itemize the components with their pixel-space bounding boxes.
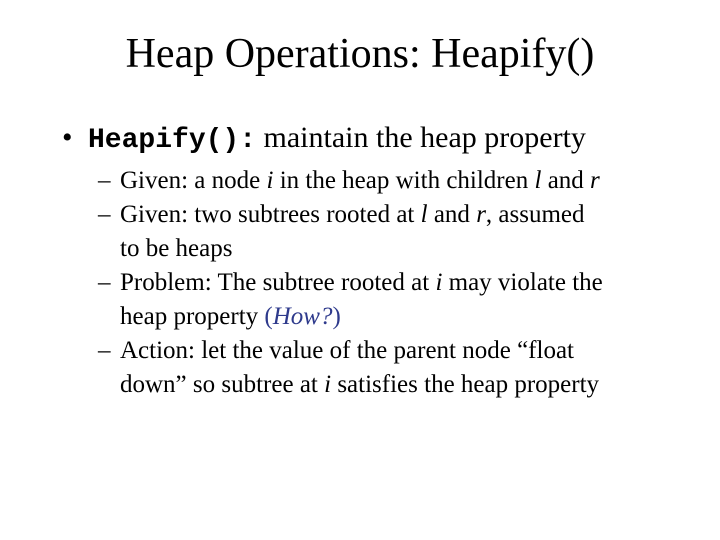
sub-bullet-line: Action: let the value of the parent node “float bbox=[120, 337, 574, 364]
heapify-code: Heapify(): bbox=[88, 125, 257, 156]
sub-bullet-action bbox=[98, 334, 698, 402]
sub-bullet-continuation: to be heaps bbox=[120, 235, 233, 262]
sub-bullet-continuation: down” so subtree at i satisfies the heap property bbox=[120, 371, 600, 398]
how-paren-open: ( bbox=[264, 303, 273, 330]
how-paren-close: ) bbox=[332, 303, 341, 330]
dash-marker: – bbox=[98, 337, 111, 364]
how-question: How? bbox=[272, 303, 333, 330]
bullet-marker: • bbox=[62, 121, 73, 154]
sub-bullet-line: Problem: The subtree rooted at i may violate the bbox=[120, 269, 603, 296]
dash-marker: – bbox=[98, 269, 111, 296]
sub-bullet-line: Given: two subtrees rooted at l and r, assumed bbox=[120, 201, 585, 228]
sub-bullet-list bbox=[98, 164, 698, 402]
sub-bullet-given-subtrees bbox=[98, 198, 698, 266]
sub-bullet-continuation: heap property (How?) bbox=[120, 303, 341, 330]
main-bullet bbox=[62, 118, 586, 161]
dash-marker: – bbox=[98, 201, 111, 228]
sub-bullet-line: Given: a node i in the heap with children l and r bbox=[120, 167, 600, 194]
bullet-text: maintain the heap property bbox=[256, 121, 586, 154]
sub-bullet-problem bbox=[98, 266, 698, 334]
sub-bullet-given-node bbox=[98, 164, 698, 198]
dash-marker: – bbox=[98, 167, 111, 194]
slide-title: Heap Operations: Heapify() bbox=[125, 31, 595, 77]
